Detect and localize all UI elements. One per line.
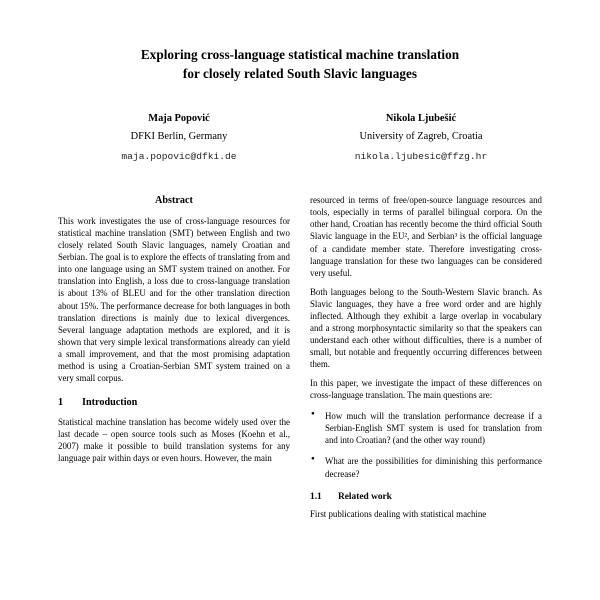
section-number-introduction: 1 [58, 396, 64, 408]
list-item: ● What are the possibilities for diminishing this performance decrease? [310, 455, 542, 479]
subsection-heading-related-work [310, 491, 542, 504]
author-1-name: Maja Popović [148, 113, 210, 125]
subsection-title-related-work: Related work [338, 491, 392, 502]
question-list [310, 410, 542, 479]
left-column [58, 194, 290, 520]
section-heading-introduction [58, 396, 290, 410]
introduction-text: Statistical machine translation has become widely used over the last decade – open source tools such as Moses (Koehn et al., 2007) make it possible to build translation systems for any language pair within days or even hours. However, the main [58, 416, 290, 463]
list-item: ● How much will the translation performance decrease if a Serbian-English SMT system is used for translation from and into Croatian? (and the other way round) [310, 410, 542, 446]
right-paragraph-3: In this paper, we investigate the impact of these differences on cross-language translation. The main questions are: [310, 378, 542, 401]
author-1-affiliation: DFKI Berlin, Germany [130, 131, 228, 143]
body-columns [58, 194, 542, 520]
right-column [310, 194, 542, 520]
author-1 [58, 111, 300, 164]
author-2-affiliation: University of Zagreb, Croatia [359, 131, 483, 143]
title-line-2: for closely related South Slavic languages [182, 65, 418, 81]
related-work-text: First publications dealing with statistical machine [310, 509, 487, 520]
author-block [58, 111, 542, 164]
author-2-email[interactable]: nikola.ljubesic@ffzg.hr [354, 150, 488, 162]
section-title-introduction: Introduction [82, 396, 138, 408]
abstract-text: This work investigates the use of cross-language resources for statistical machine translation (SMT) between English and two closely related South Slavic languages, namely Croatian and Serbian. The goal is to explore the effects of translating from and into one language using an SMT system trained on another. For translation into English, a loss due to cross-language translation is about 13% of BLEU and for the other translation direction about 15%. The performance decrease for both languages in both translation directions is mainly due to lexical divergences. Several language adaptation methods are explored, and it is shown that very simple lexical transformations already can yield a small improvement, and that the most promising adaptation method is using a Croatian-Serbian SMT system trained on a very small corpus. [58, 216, 290, 383]
author-2-name: Nikola Ljubešić [385, 113, 457, 125]
right-paragraph-1: resourced in terms of free/open-source language resources and tools, especially in terms of parallel bilingual corpora. On the other hand, Croatian has recently become the third official South Slavic language in the EU², and Serbian³ is the official language of a candidate member state. Therefore investigating cross-language translation for these two languages can be considered very useful. [310, 195, 542, 278]
author-2 [300, 111, 542, 164]
abstract-heading: Abstract [155, 195, 193, 207]
right-paragraph-2: Both languages belong to the South-Western Slavic branch. As Slavic languages, they have a free word order and are highly inflected. Although they exhibit a large overlap in vocabulary and a strong morphosyntactic similarity so that the speakers can understand each other without difficulties, there is a number of small, but notable and frequently occurring differences between them. [310, 286, 542, 370]
page-title [58, 46, 542, 83]
subsection-number-related-work: 1.1 [310, 491, 322, 502]
author-1-email[interactable]: maja.popovic@dfki.de [121, 150, 237, 162]
title-line-1: Exploring cross-language statistical machine translation [140, 47, 460, 62]
